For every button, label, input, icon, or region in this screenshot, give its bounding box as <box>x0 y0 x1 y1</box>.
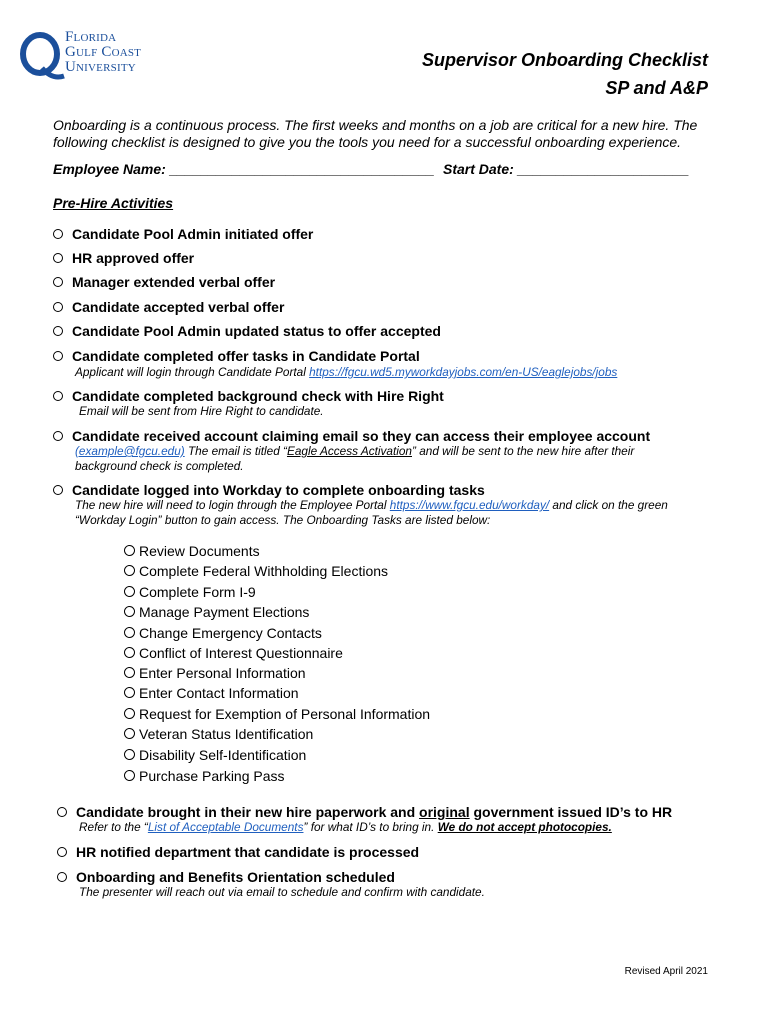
checkbox-circle-icon[interactable] <box>124 545 135 556</box>
prehire-heading: Pre-Hire Activities <box>53 195 174 211</box>
onboarding-task: Manage Payment Elections <box>124 604 309 620</box>
onboarding-task: Conflict of Interest Questionnaire <box>124 645 343 661</box>
hire-right-note: Email will be sent from Hire Right to candidate. <box>79 404 324 418</box>
checkbox-circle-icon[interactable] <box>124 749 135 760</box>
checklist-item: Onboarding and Benefits Orientation scheduled <box>57 869 395 885</box>
acceptable-documents-link[interactable]: List of Acceptable Documents <box>147 820 304 834</box>
checkbox-circle-icon[interactable] <box>124 708 135 719</box>
checkbox-circle-icon[interactable] <box>124 667 135 678</box>
checklist-item: Candidate accepted verbal offer <box>53 299 284 315</box>
orientation-note: The presenter will reach out via email to schedule and confirm with candidate. <box>79 885 485 899</box>
candidate-portal-note: Applicant will login through Candidate Portal https://fgcu.wd5.myworkdayjobs.com/en-US/eaglejobs/jobs <box>75 365 618 379</box>
checklist-item: HR notified department that candidate is processed <box>57 844 419 860</box>
workday-note: The new hire will need to login through the Employee Portal https://www.fgcu.edu/workday/ and click on the green “Workday Login” button to gain access. The Onboarding Tasks are listed below: <box>75 498 668 527</box>
checkbox-circle-icon[interactable] <box>57 872 67 882</box>
email-title: Eagle Access Activation <box>286 444 412 458</box>
onboarding-task: Disability Self-Identification <box>124 747 306 763</box>
fgcu-wordmark <box>65 30 141 75</box>
logo-line-1: Florida <box>65 29 117 45</box>
checkbox-circle-icon[interactable] <box>124 565 135 576</box>
checkbox-circle-icon[interactable] <box>124 606 135 617</box>
onboarding-task: Complete Federal Withholding Elections <box>124 563 388 579</box>
logo-line-2: Gulf Coast <box>65 44 142 60</box>
checkbox-circle-icon[interactable] <box>124 586 135 597</box>
checklist-item: HR approved offer <box>53 250 194 266</box>
onboarding-task: Enter Contact Information <box>124 685 299 701</box>
onboarding-task: Enter Personal Information <box>124 665 306 681</box>
onboarding-task: Purchase Parking Pass <box>124 768 285 784</box>
candidate-portal-link[interactable]: https://fgcu.wd5.myworkdayjobs.com/en-US/eaglejobs/jobs <box>309 365 618 379</box>
acceptable-documents-note: Refer to the “List of Acceptable Documents” for what ID’s to bring in. We do not accept photocopies. <box>79 820 612 834</box>
checkbox-circle-icon[interactable] <box>124 647 135 658</box>
checklist-item: Candidate logged into Workday to complete onboarding tasks <box>53 482 485 498</box>
checkbox-circle-icon[interactable] <box>57 807 67 817</box>
fgcu-logo-q-icon <box>18 30 66 84</box>
onboarding-task: Request for Exemption of Personal Information <box>124 706 430 722</box>
checkbox-circle-icon[interactable] <box>53 326 63 336</box>
checkbox-circle-icon[interactable] <box>53 302 63 312</box>
checklist-item: Candidate Pool Admin initiated offer <box>53 226 313 242</box>
checkbox-circle-icon[interactable] <box>124 627 135 638</box>
logo-line-3: University <box>65 59 136 75</box>
workday-link[interactable]: https://www.fgcu.edu/workday/ <box>389 498 550 512</box>
onboarding-task: Review Documents <box>124 543 260 559</box>
checkbox-circle-icon[interactable] <box>53 391 63 401</box>
checkbox-circle-icon[interactable] <box>53 253 63 263</box>
checklist-item: Candidate completed background check with Hire Right <box>53 388 444 404</box>
example-email-link[interactable]: (example@fgcu.edu) <box>75 444 185 458</box>
checkbox-circle-icon[interactable] <box>53 277 63 287</box>
checkbox-circle-icon[interactable] <box>124 687 135 698</box>
checklist-item: Candidate brought in their new hire paperwork and original government issued ID’s to HR <box>57 804 672 820</box>
document-title: Supervisor Onboarding Checklist <box>421 50 708 70</box>
intro-paragraph: Onboarding is a continuous process. The first weeks and months on a job are critical for a new hire. The following checklist is designed to give you the tools you need for a successful onboarding experience. <box>53 117 698 150</box>
checkbox-circle-icon[interactable] <box>53 431 63 441</box>
account-email-note: (example@fgcu.edu) The email is titled “Eagle Access Activation” and will be sent to the new hire after their background check is completed. <box>75 444 635 473</box>
onboarding-task: Complete Form I-9 <box>124 584 256 600</box>
checkbox-circle-icon[interactable] <box>53 351 63 361</box>
start-date-field[interactable]: Start Date: ______________________ <box>443 161 689 177</box>
checkbox-circle-icon[interactable] <box>124 728 135 739</box>
revision-date: Revised April 2021 <box>624 966 708 977</box>
checklist-item: Candidate received account claiming email so they can access their employee account <box>53 428 650 444</box>
checkbox-circle-icon[interactable] <box>53 485 63 495</box>
checkbox-circle-icon[interactable] <box>53 229 63 239</box>
checklist-item: Candidate completed offer tasks in Candidate Portal <box>53 348 420 364</box>
onboarding-task: Change Emergency Contacts <box>124 625 322 641</box>
checklist-item: Manager extended verbal offer <box>53 274 275 290</box>
checkbox-circle-icon[interactable] <box>57 847 67 857</box>
onboarding-task: Veteran Status Identification <box>124 726 313 742</box>
employee-name-field[interactable]: Employee Name: __________________________________ <box>53 161 435 177</box>
document-subtitle: SP and A&P <box>605 78 708 98</box>
checklist-item: Candidate Pool Admin updated status to offer accepted <box>53 323 441 339</box>
checkbox-circle-icon[interactable] <box>124 770 135 781</box>
